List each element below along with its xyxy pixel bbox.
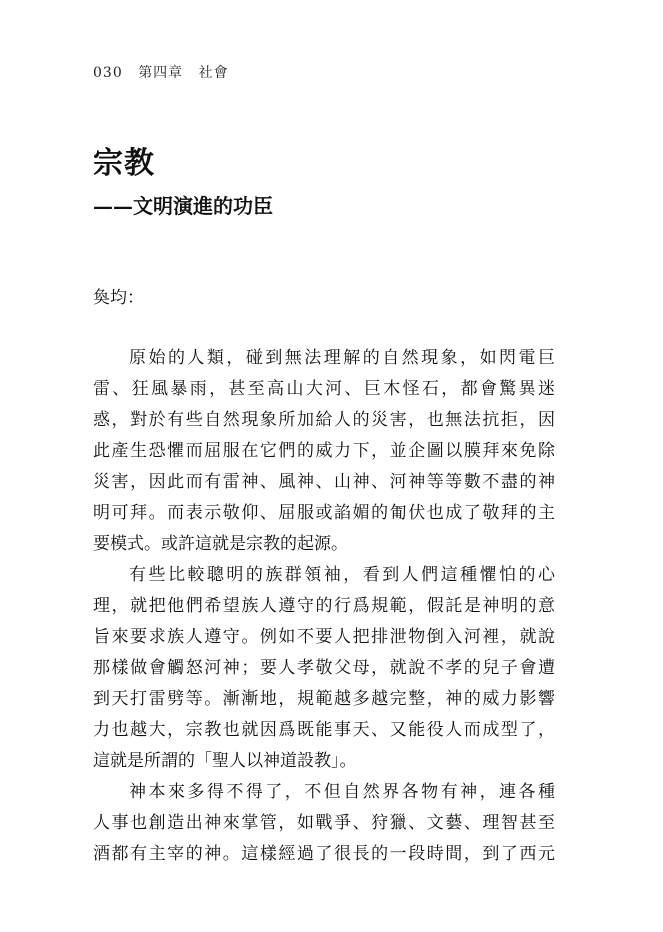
- chapter-label: 第四章: [138, 65, 184, 81]
- text-line: 人事也創造出神來掌管，如戰爭、狩獵、文藝、理智甚至: [93, 813, 555, 833]
- text-line: 此產生恐懼而屈服在它們的威力下，並企圖以膜拜來免除: [93, 441, 555, 461]
- text-line: 要模式。或許這就是宗教的起源。: [93, 534, 348, 554]
- text-line: 明可拜。而表示敬仰、屈服或諂媚的匍伏也成了敬拜的主: [93, 503, 555, 523]
- text-line: 理，就把他們希望族人遵守的行爲規範，假託是神明的意: [93, 596, 555, 616]
- page-number: 030: [93, 65, 123, 81]
- running-header: [93, 62, 239, 82]
- text-line: 旨來要求族人遵守。例如不要人把排泄物倒入河裡，就說: [93, 627, 555, 647]
- text-line: 雷、狂風暴雨，甚至高山大河、巨木怪石，都會驚異迷: [93, 379, 555, 399]
- text-line: 災害，因此而有雷神、風神、山神、河神等等數不盡的神: [93, 472, 555, 492]
- text-line: 有些比較聰明的族群領袖，看到人們這種懼怕的心: [129, 565, 555, 585]
- salutation: 奐均：: [93, 288, 144, 308]
- text-line: 到天打雷劈等。漸漸地，規範越多越完整，神的威力影響: [93, 689, 555, 709]
- text-line: 原始的人類，碰到無法理解的自然現象，如閃電巨: [129, 348, 555, 368]
- body-text: [93, 343, 555, 870]
- page-title: 宗教: [93, 146, 155, 181]
- text-line: 神本來多得不得了，不但自然界各物有神，連各種: [129, 782, 555, 802]
- text-line: 力也越大，宗教也就因爲既能事天、又能役人而成型了，: [93, 720, 555, 740]
- text-line: 那樣做會觸怒河神；要人孝敬父母，就說不孝的兒子會遭: [93, 658, 555, 678]
- page-subtitle: ——文明演進的功臣: [93, 194, 273, 218]
- text-line: 酒都有主宰的神。這樣經過了很長的一段時間，到了西元: [93, 844, 555, 864]
- section-label: 社會: [198, 65, 229, 81]
- text-line: 這就是所謂的「聖人以神道設教」。: [93, 751, 357, 771]
- text-line: 惑，對於有些自然現象所加給人的災害，也無法抗拒，因: [93, 410, 555, 430]
